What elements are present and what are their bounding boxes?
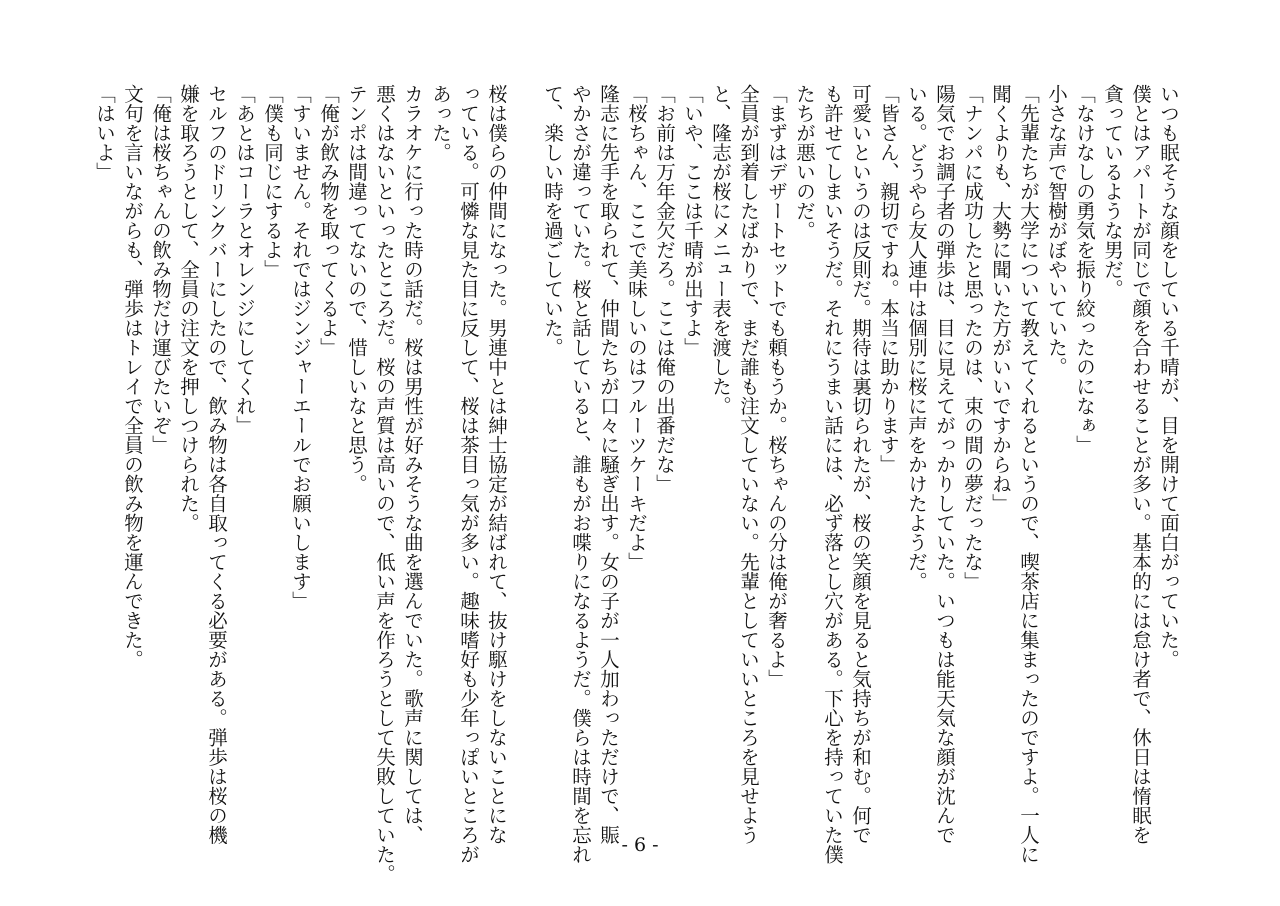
blank-line bbox=[510, 84, 538, 804]
text-line: 「すいません。それではジンジャーエールでお願いします」 bbox=[289, 84, 312, 611]
text-line: 嫌を取ろうとして、全員の注文を押しつけられた。 bbox=[177, 84, 200, 533]
text-line: 「先輩たちが大学について教えてくれるというので、喫茶店に集まったのですよ。一人に bbox=[1017, 84, 1040, 864]
text-line: 「なけなしの勇気を振り絞ったのになぁ」 bbox=[1073, 84, 1096, 455]
text-line: 小さな声で智樹がぼやいていた。 bbox=[1045, 84, 1068, 377]
text-line: 「いや、ここは千晴が出すよ」 bbox=[681, 84, 704, 357]
text-line: カラオケに行った時の話だ。桜は男性が好みそうな曲を選んでいた。歌声に関しては、 bbox=[401, 84, 424, 845]
text-line: あった。 bbox=[429, 84, 452, 162]
text-line: て、楽しい時を過ごしていた。 bbox=[541, 84, 564, 357]
text-line: いる。どうやら友人連中は個別に桜に声をかけたようだ。 bbox=[905, 84, 928, 591]
text-line: 全員が到着したばかりで、まだ誰も注文していない。先輩としていいところを見せよう bbox=[737, 84, 760, 845]
text-line: 悪くはないといったところだ。桜の声質は高いので、低い声を作ろうとして失敗していた。 bbox=[373, 84, 396, 884]
vertical-text-body bbox=[90, 84, 1182, 884]
text-line: っている。可憐な見た目に反して、桜は茶目っ気が多い。趣味嗜好も少年っぽいところが bbox=[457, 84, 480, 864]
text-line: 可愛いというのは反則だ。期待は裏切られたが、桜の笑顔を見ると気持ちが和む。何で bbox=[849, 84, 872, 845]
text-line: 僕とはアパートが同じで顔を合わせることが多い。基本的には怠け者で、休日は惰眠を bbox=[1129, 84, 1152, 845]
text-line: 「ナンパに成功したと思ったのは、束の間の夢だったな」 bbox=[961, 84, 984, 591]
text-line: 「俺は桜ちゃんの飲み物だけ運びたいぞ」 bbox=[149, 84, 172, 455]
text-line: 「まずはデザートセットでも頼もうか。桜ちゃんの分は俺が奢るよ」 bbox=[765, 84, 788, 689]
text-line: 「はいよ」 bbox=[93, 84, 116, 182]
text-line: 「桜ちゃん、ここで美味しいのはフルーツケーキだよ」 bbox=[625, 84, 648, 572]
text-line: 桜は僕らの仲間になった。男連中とは紳士協定が結ばれて、抜け駆けをしないことにな bbox=[485, 84, 508, 845]
text-line: と、隆志が桜にメニュー表を渡した。 bbox=[709, 84, 732, 416]
text-line: やかさが違っていた。桜と話していると、誰もがお喋りになるようだ。僕らは時間を忘れ bbox=[569, 84, 592, 864]
text-line: も許せてしまいそうだ。それにうまい話には、必ず落とし穴がある。下心を持っていた僕 bbox=[821, 84, 844, 864]
text-line: 貪っているような男だ。 bbox=[1101, 84, 1124, 299]
text-line: セルフのドリンクバーにしたので、飲み物は各自取ってくる必要がある。弾歩は桜の機 bbox=[205, 84, 228, 845]
text-line: 隆志に先手を取られて、仲間たちが口々に騒ぎ出す。女の子が一人加わっただけで、賑 bbox=[597, 84, 620, 845]
text-line: 文句を言いながらも、弾歩はトレイで全員の飲み物を運んできた。 bbox=[121, 84, 144, 669]
text-line: たちが悪いのだ。 bbox=[793, 84, 816, 240]
text-line: 「お前は万年金欠だろ。ここは俺の出番だな」 bbox=[653, 84, 676, 494]
text-line: 聞くよりも、大勢に聞いた方がいいですからね」 bbox=[989, 84, 1012, 513]
text-line: いつも眠そうな顔をしている千晴が、目を開けて面白がっていた。 bbox=[1157, 84, 1180, 669]
text-line: 「あとはコーラとオレンジにしてくれ」 bbox=[233, 84, 256, 435]
text-line: テンポは間違ってないので、惜しいなと思う。 bbox=[345, 84, 368, 494]
text-line: 「皆さん、親切ですね。本当に助かります」 bbox=[877, 84, 900, 474]
text-line: 「俺が飲み物を取ってくるよ」 bbox=[317, 84, 340, 357]
page-number: - 6 - bbox=[621, 834, 659, 856]
text-line: 陽気でお調子者の弾歩は、目に見えてがっかりしていた。いつもは能天気な顔が沈んで bbox=[933, 84, 956, 845]
text-line: 「僕も同じにするよ」 bbox=[261, 84, 284, 279]
